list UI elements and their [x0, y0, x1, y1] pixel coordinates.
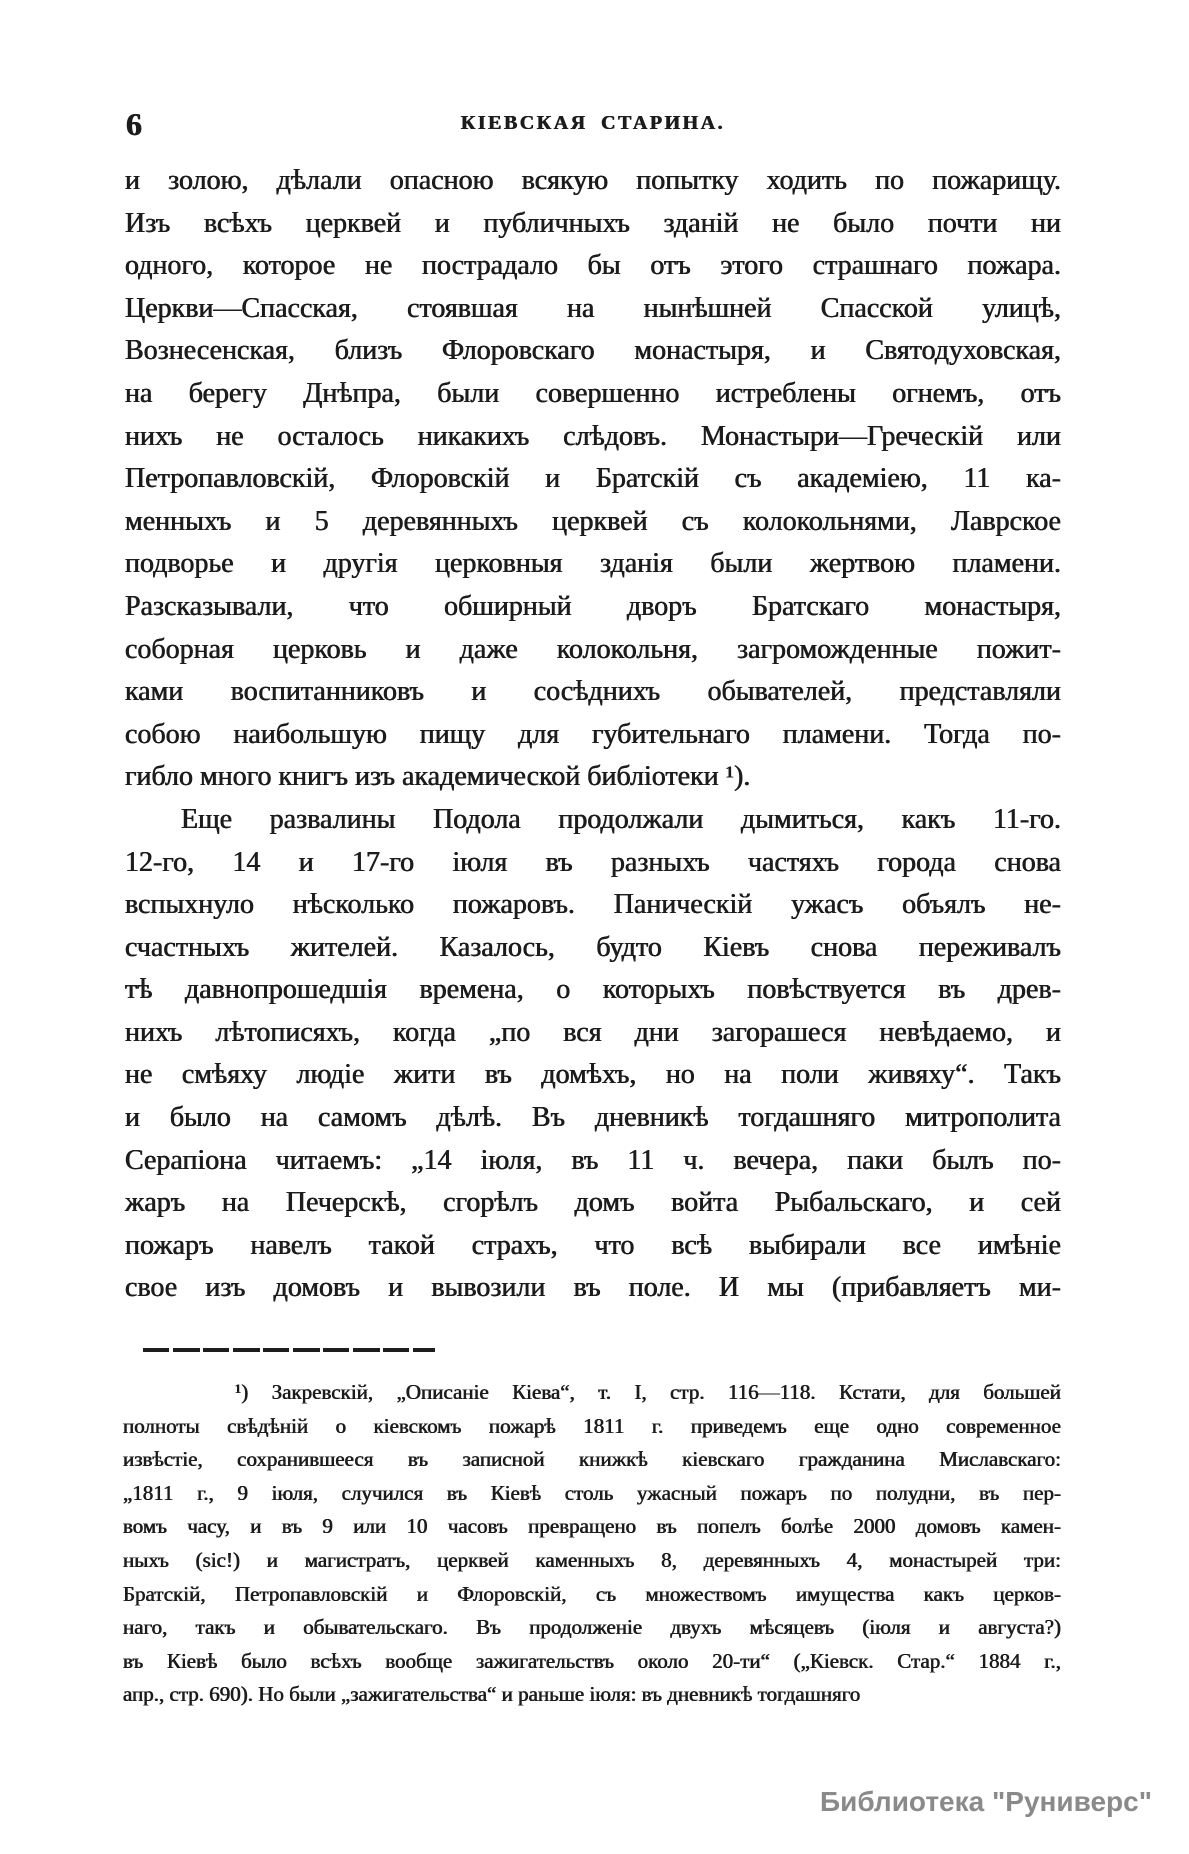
text-line: свое изъ домовъ и вывозили въ поле. И мы (прибавляетъ ми- [125, 1272, 1061, 1304]
text-line: не смѣяху людіе жити въ домѣхъ, но на поли живяху“. Такъ [125, 1059, 1061, 1091]
text-line: подворье и другія церковныя зданія были жертвою пламени. [125, 548, 1061, 580]
text-line: и было на самомъ дѣлѣ. Въ дневникѣ тогдашняго митрополита [125, 1102, 1061, 1134]
footnote-divider [143, 1348, 435, 1352]
text-line: Серапіона читаемъ: „14 іюля, въ 11 ч. вечера, паки былъ по- [125, 1144, 1061, 1176]
text-line: гибло много книгъ изъ академической библіотеки ¹). [125, 761, 751, 793]
text-line: Петропавловскій, Флоровскій и Братскій съ академіею, 11 ка- [125, 463, 1061, 495]
footnote-line: наго, такъ и обывательскаго. Въ продолженіе двухъ мѣсяцевъ (іюля и августа?) [123, 1615, 1061, 1640]
footnote-line: ¹) Закревскій, „Описаніе Кіева“, т. I, стр. 116—118. Кстати, для большей [235, 1380, 1061, 1404]
text-line: и золою, дѣлали опасною всякую попытку ходить по пожарищу. [125, 165, 1061, 196]
text-line: на берегу Днѣпра, были совершенно истреблены огнемъ, отъ [125, 377, 1061, 409]
footnote-line: полноты свѣдѣній о кіевскомъ пожарѣ 1811 г. приведемъ еще одно современное [123, 1413, 1061, 1438]
text-line: Еще развалины Подола продолжали дымиться, какъ 11-го. [181, 803, 1061, 835]
text-line: менныхъ и 5 деревянныхъ церквей съ колокольнями, Лаврское [125, 505, 1061, 537]
body-text [125, 160, 1061, 1310]
footnote-text [123, 1376, 1061, 1712]
text-line: тѣ давнопрошедшія времена, о которыхъ повѣствуется въ древ- [125, 974, 1061, 1006]
text-line: нихъ лѣтописяхъ, когда „по вся дни загорашеся невѣдаемо, и [125, 1016, 1061, 1048]
text-line: жаръ на Печерскѣ, сгорѣлъ домъ войта Рыбальскаго, и сей [125, 1187, 1061, 1219]
text-line: пожаръ навелъ такой страхъ, что всѣ выбирали все имѣніе [125, 1229, 1061, 1261]
text-line: Церкви—Спасская, стоявшая на нынѣшней Спасской улицѣ, [125, 292, 1061, 324]
text-line: нихъ не осталось никакихъ слѣдовъ. Монастыри—Греческій или [125, 420, 1061, 452]
text-line: Вознесенская, близъ Флоровскаго монастыря, и Святодуховская, [125, 335, 1061, 367]
text-line: вспыхнуло нѣсколько пожаровъ. Паническій ужасъ объялъ не- [125, 889, 1061, 921]
footnote-line: въ Кіевѣ было всѣхъ вообще зажигательствъ около 20-ти“ („Кіевск. Стар.“ 1884 г., [123, 1648, 1061, 1673]
footnote-line: вомъ часу, и въ 9 или 10 часовъ превращено въ попелъ болѣе 2000 домовъ камен- [123, 1514, 1061, 1539]
footnote-line: „1811 г., 9 іюля, случился въ Кіевѣ столь ужасный пожаръ по полудни, въ пер- [123, 1480, 1061, 1505]
text-line: счастныхъ жителей. Казалось, будто Кіевъ снова переживалъ [125, 931, 1061, 963]
footnote-line: апр., стр. 690). Но были „зажигательства“ и раньше іюля: въ дневникѣ тогдашняго [123, 1682, 861, 1707]
text-line: Изъ всѣхъ церквей и публичныхъ зданій не было почти ни [125, 207, 1061, 239]
text-line: одного, которое не пострадало бы отъ этого страшнаго пожара. [125, 250, 1061, 282]
text-line: соборная церковь и даже колокольня, загроможденные пожит- [125, 633, 1061, 665]
footnote-line: ныхъ (sic!) и магистратъ, церквей каменныхъ 8, деревянныхъ 4, монастырей три: [123, 1547, 1061, 1572]
text-line: Разсказывали, что обширный дворъ Братскаго монастыря, [125, 590, 1061, 622]
library-watermark: Библиотека "Руниверс" [820, 1786, 1153, 1817]
footnote-line: Братскій, Петропавловскій и Флоровскій, съ множествомъ имущества какъ церков- [123, 1581, 1061, 1606]
page-number: 6 [126, 106, 142, 142]
text-line: ками воспитанниковъ и сосѣднихъ обывателей, представляли [125, 676, 1061, 708]
footnote-line: извѣстіе, сохранившееся въ записной книжкѣ кіевскаго гражданина Миславскаго: [123, 1447, 1061, 1472]
running-header: КІЕВСКАЯ СТАРИНА. [460, 112, 726, 134]
text-line: собою наибольшую пищу для губительнаго пламени. Тогда по- [125, 718, 1061, 750]
text-line: 12-го, 14 и 17-го іюля въ разныхъ частяхъ города снова [125, 846, 1061, 878]
